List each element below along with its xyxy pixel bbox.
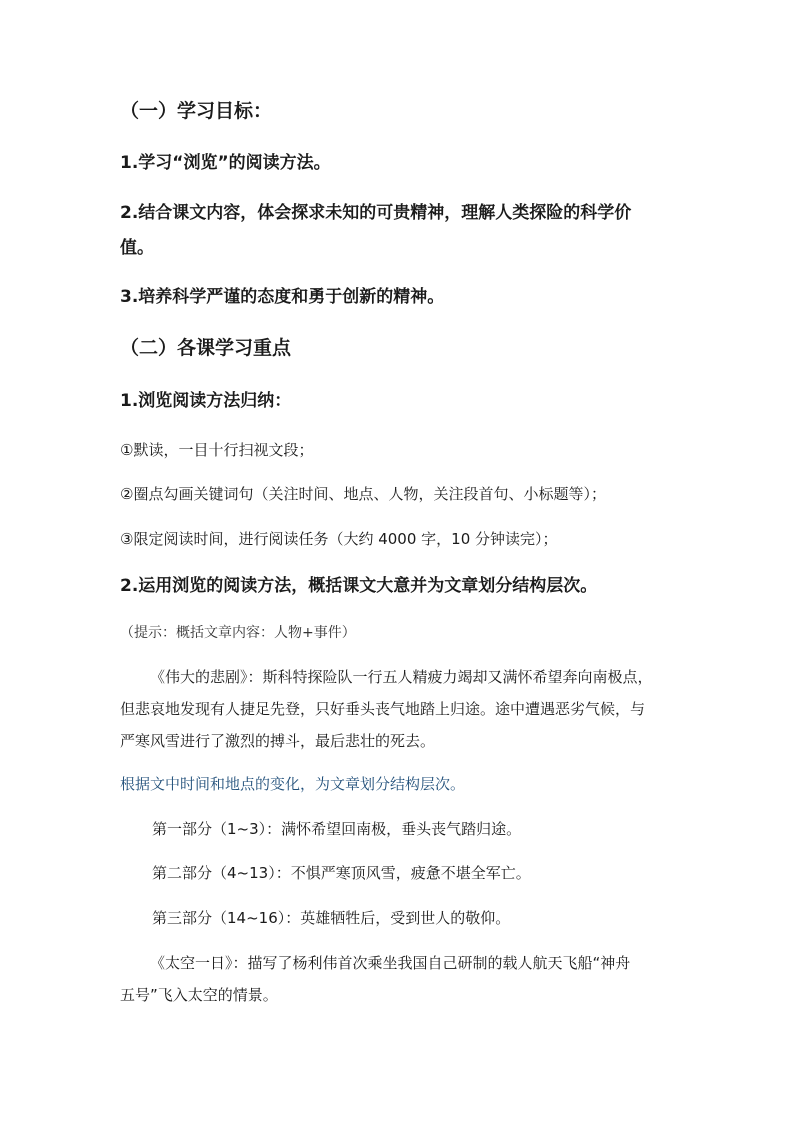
- structure-prompt: 根据文中时间和地点的变化，为文章划分结构层次。: [120, 775, 466, 793]
- structure-part-3: 第三部分（14~16）：英雄牺牲后，受到世人的敬仰。: [152, 909, 511, 927]
- space-day-summary-line-2: 五号”飞入太空的情景。: [120, 986, 278, 1004]
- structure-part-1: 第一部分（1~3）：满怀希望回南极，垂头丧气踏归途。: [152, 820, 522, 838]
- tragedy-summary-line-2: 但悲哀地发现有人捷足先登，只好垂头丧气地踏上归途。途中遭遇恶劣气候，与: [120, 700, 646, 718]
- method-2: ②圈点勾画关键词句（关注时间、地点、人物，关注段首句、小标题等）；: [120, 485, 606, 503]
- goal-2-line-1: 2.结合课文内容，体会探求未知的可贵精神，理解人类探险的科学价: [120, 203, 632, 223]
- method-3: ③限定阅读时间，进行阅读任务（大约 4000 字，10 分钟读完）；: [120, 530, 558, 548]
- method-1: ①默读，一目十行扫视文段；: [120, 441, 314, 459]
- goal-1: 1.学习“浏览”的阅读方法。: [120, 153, 331, 173]
- structure-part-2: 第二部分（4~13）：不惧严寒顶风雪，疲惫不堪全军亡。: [152, 864, 531, 882]
- goal-3: 3.培养科学严谨的态度和勇于创新的精神。: [120, 287, 445, 307]
- tragedy-summary-line-3: 严寒风雪进行了激烈的搏斗，最后悲壮的死去。: [120, 732, 436, 750]
- tragedy-summary-line-1: 《伟大的悲剧》：斯科特探险队一行五人精疲力竭却又满怀希望奔向南极点，: [150, 668, 653, 686]
- goal-2-line-2: 值。: [120, 238, 154, 258]
- space-day-summary-line-1: 《太空一日》：描写了杨利伟首次乘坐我国自己研制的载人航天飞船“神舟: [150, 954, 631, 972]
- section-1-title: 1.浏览阅读方法归纳：: [120, 391, 292, 411]
- hint-text: （提示：概括文章内容：人物+事件）: [120, 625, 356, 641]
- heading-key-points: （二）各课学习重点: [120, 337, 292, 359]
- heading-learning-goals: （一）学习目标：: [120, 100, 273, 122]
- section-2-title: 2.运用浏览的阅读方法，概括课文大意并为文章划分结构层次。: [120, 576, 598, 596]
